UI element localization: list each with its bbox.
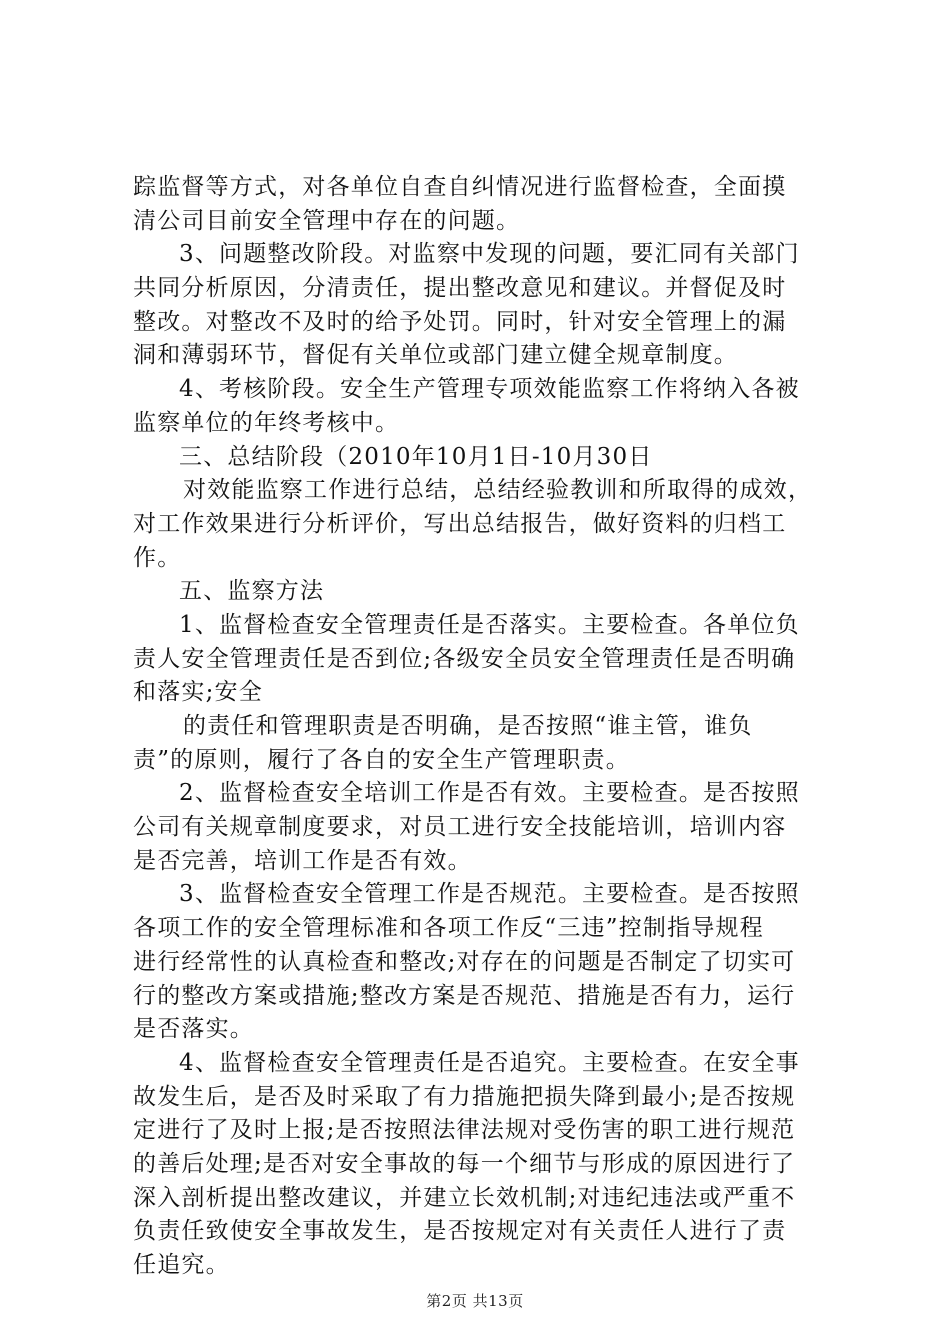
text-line: 对工作效果进行分析评价，写出总结报告，做好资料的归档工 [133,510,787,537]
text-line: 定进行了及时上报;是否按照法律法规对受伤害的职工进行规范 [133,1117,796,1144]
section-heading: 五、监察方法 [179,578,325,605]
text-line: 责人安全管理责任是否到位;各级安全员安全管理责任是否明确 [133,645,796,672]
text-line: 监察单位的年终考核中。 [133,409,400,436]
text-line: 负责任致使安全事故发生，是否按规定对有关责任人进行了责 [133,1218,787,1245]
page-number-footer: 第2页 共13页 [426,1292,524,1310]
text-line: 1、监督检查安全管理责任是否落实。主要检查。各单位负 [179,611,800,638]
text-line: 各项工作的安全管理标准和各项工作反“三违”控制指导规程 [133,915,764,942]
text-line: 4、监督检查安全管理责任是否追究。主要检查。在安全事 [179,1049,800,1076]
text-line: 任追究。 [133,1252,230,1278]
text-line: 4、考核阶段。安全生产管理专项效能监察工作将纳入各被 [179,376,800,403]
text-line: 洞和薄弱环节，督促有关单位或部门建立健全规章制度。 [133,342,738,369]
section-heading: 三、总结阶段（2010年10月1日-10月30日 [179,443,653,470]
text-line: 故发生后，是否及时采取了有力措施把损失降到最小;是否按规 [133,1083,796,1110]
text-line: 的责任和管理职责是否明确，是否按照“谁主管，谁负 [183,713,753,739]
text-line: 进行经常性的认真检查和整改;对存在的问题是否制定了切实可 [133,948,796,975]
text-line: 整改。对整改不及时的给予处罚。同时，针对安全管理上的漏 [133,308,787,335]
text-line: 2、监督检查安全培训工作是否有效。主要检查。是否按照 [179,780,800,807]
text-line: 对效能监察工作进行总结，总结经验教训和所取得的成效， [183,477,813,504]
text-line: 公司有关规章制度要求，对员工进行安全技能培训，培训内容 [133,814,787,841]
text-line: 共同分析原因，分清责任，提出整改意见和建议。并督促及时 [133,275,787,302]
text-line: 责”的原则，履行了各自的安全生产管理职责。 [133,746,630,773]
text-line: 清公司目前安全管理中存在的问题。 [133,207,521,234]
text-line: 深入剖析提出整改建议，并建立长效机制;对违纪违法或严重不 [133,1184,796,1211]
text-line: 行的整改方案或措施;整改方案是否规范、措施是否有力，运行 [133,982,796,1009]
text-line: 作。 [133,544,182,571]
text-line: 踪监督等方式，对各单位自查自纠情况进行监督检查，全面摸 [133,174,787,200]
text-line: 和落实;安全 [133,679,263,706]
document-body [133,171,833,1283]
text-line: 的善后处理;是否对安全事故的每一个细节与形成的原因进行了 [133,1150,796,1177]
text-line: 3、问题整改阶段。对监察中发现的问题，要汇同有关部门 [179,241,800,268]
text-line: 3、监督检查安全管理工作是否规范。主要检查。是否按照 [179,881,800,908]
text-line: 是否落实。 [133,1016,254,1043]
text-line: 是否完善，培训工作是否有效。 [133,847,472,874]
